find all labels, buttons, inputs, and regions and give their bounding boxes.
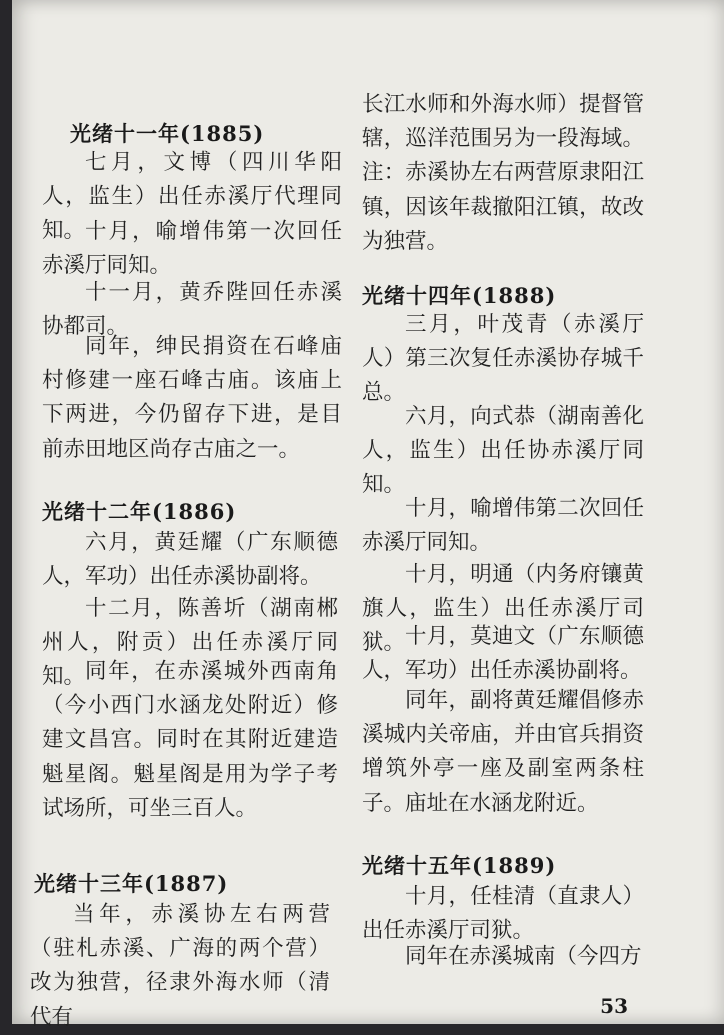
- paragraph: 十一月，黄乔陛回任赤溪协都司。: [42, 280, 342, 340]
- paragraph: 同年，绅民捐资在石峰庙村修建一座石峰古庙。该庙上下两进，今仍留存下进，是目前赤田地区尚存古庙之一。: [42, 334, 342, 462]
- paragraph: 六月，黄廷耀（广东顺德人，军功）出任赤溪协副将。: [42, 530, 338, 590]
- page-number: 53: [600, 994, 628, 1018]
- paragraph: 十月，喻增伟第一次回任赤溪厅同知。: [42, 219, 342, 279]
- paragraph: 十月，喻增伟第二次回任赤溪厅同知。: [362, 496, 644, 556]
- paragraph: 同年，副将黄廷耀倡修赤溪城内关帝庙，并由官兵捐资增筑外亭一座及副室两条柱子。庙址在水涵龙附近。: [362, 688, 644, 816]
- paragraph: 十月，任桂清（直隶人）出任赤溪厅司狱。: [362, 884, 644, 944]
- section-heading-1886: 光绪十二年(1886): [42, 499, 237, 524]
- book-page: [12, 0, 724, 1030]
- paragraph: 同年，在赤溪城外西南角（今小西门水涵龙处附近）修建文昌宫。同时在其附近建造魁星阁。魁星阁是用为学子考试场所，可坐三百人。: [42, 659, 338, 821]
- paragraph: 长江水师和外海水师）提督管辖，巡洋范围另为一段海域。注：赤溪协左右两营原隶阳江镇，因该年裁撤阳江镇，故改为独营。: [362, 92, 644, 254]
- paragraph: 七月，文博（四川华阳人，监生）出任赤溪厅代理同知。: [42, 150, 342, 244]
- section-heading-1888: 光绪十四年(1888): [362, 283, 557, 308]
- section-heading-1889: 光绪十五年(1889): [362, 853, 557, 878]
- section-heading-1887: 光绪十三年(1887): [34, 871, 229, 896]
- section-heading-1885: 光绪十一年(1885): [70, 121, 265, 146]
- paragraph: 当年，赤溪协左右两营（驻札赤溪、广海的两个营）改为独营，径隶外海水师（清代有: [30, 902, 330, 1030]
- paragraph: 十二月，陈善圻（湖南郴州人，附贡）出任赤溪厅同知。: [42, 596, 338, 690]
- paragraph: 六月，向式恭（湖南善化人，监生）出任协赤溪厅同知。: [362, 404, 644, 498]
- paragraph: 十月，莫迪文（广东顺德人，军功）出任赤溪协副将。: [362, 624, 644, 684]
- paragraph: 同年在赤溪城南（今四方: [405, 944, 642, 969]
- paragraph: 三月，叶茂青（赤溪厅人）第三次复任赤溪协存城千总。: [362, 312, 644, 406]
- paragraph: 十月，明通（内务府镶黄旗人，监生）出任赤溪厅司狱。: [362, 562, 644, 656]
